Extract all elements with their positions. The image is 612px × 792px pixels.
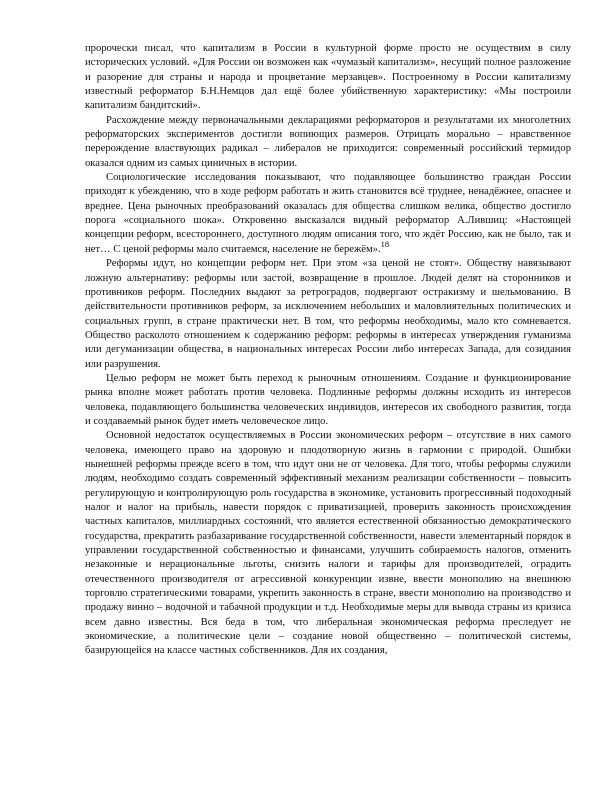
- paragraph-3-text: Социологические исследования показывают, что подавляющее большинство граждан России приходят к убеждению, что в ходе реформ работать и жить становится всё труднее, ненадёжнее, опаснее и вреднее. Цена рыночных преобразований оказалась для общества слишком велика, общество достигло порога «социального шока». Откровенно высказался видный реформатор А.Лившиц: «Настоящей концепции реформ, всестороннего, доступного людям описания того, что ждёт Россию, как не было, так и нет… С ценой реформы мало считаемся, население не бережём».: [85, 172, 571, 255]
- paragraph-6: Основной недостаток осуществляемых в России экономических реформ – отсутствие в них самого человека, имеющего право на здоровую и плодотворную жизнь в гармонии с природой. Ошибки нынешней реформы прежде всего в том, что идут они не от человека. Для того, чтобы реформы служили людям, необходимо создать современный эффективный механизм реализации собственности – повысить регулирующую и контролирующую роль государства в экономике, установить прогрессивный подоходный налог и налог на прибыль, навести порядок с приватизацией, проверить законность происхождения частных капиталов, миллиардных состояний, что является естественной обязанностью демократического государства, прекратить разбазаривание государственной собственности, навести элементарный порядок в управлении государственной собственностью и финансами, улучшить собираемость налогов, отменить незаконные и нерациональные льготы, снизить налоги и тарифы для производителей, оградить отечественного производителя от агрессивной конкуренции извне, ввести монополию на внешнюю торговлю стратегическими товарами, укрепить законность в стране, ввести монополию на производство и продажу винно – водочной и табачной продукции и т.д. Необходимые меры для вывода страны из кризиса всем давно известны. Вся беда в том, что либеральная экономическая реформа преследует не экономические, а политические цели – создание новой общественно – политической системы, базирующейся на классе частных собственников. Для их создания,: [85, 430, 571, 657]
- paragraph-1: пророчески писал, что капитализм в России в культурной форме просто не осуществим в силу исторических условий. «Для России он возможен как «чумазый капитализм», несущий полное разложение и разорение для страны и народа и процветание мерзавцев». Построенному в России капитализму известный реформатор Б.Н.Немцов дал ещё более убийственную характеристику: «Мы построили капитализм бандитский».: [85, 43, 571, 112]
- document-page: [85, 42, 571, 659]
- paragraph-2: Расхождение между первоначальными декларациями реформаторов и результатами их многолетних реформаторских экспериментов достигли вопиющих размеров. Отрицать морально – нравственное перерождение властвующих радикал – либералов не приходится: современный российский термидор оказался одним из самых циничных в истории.: [85, 114, 571, 169]
- paragraph-3: [85, 171, 571, 257]
- footnote-reference[interactable]: 18: [380, 238, 390, 249]
- paragraph-4: Реформы идут, но концепции реформ нет. При этом «за ценой не стоят». Обществу навязывают ложную альтернативу: реформы или застой, возвращение в прошлое. Людей делят на сторонников и противников реформ. Последних выдают за ретроградов, подвергают остракизму и шельмованию. В действительности противников реформ, за исключением небольших и маловлиятельных политических и социальных групп, в стране практически нет. В том, что реформы необходимы, мало кто сомневается. Общество расколото отношением к содержанию реформ: реформы в интересах утверждения гуманизма или дегуманизации общества, в национальных интересах России либо интересах Запада, для созидания или разрушения.: [85, 258, 571, 370]
- paragraph-5: Целью реформ не может быть переход к рыночным отношениям. Создание и функционирование рынка вполне может работать против человека. Подлинные реформы должны исходить из интересов человека, подавляющего большинства человеческих индивидов, интересов их свободного развития, тогда и создаваемый рынок будет иметь человеческое лицо.: [85, 372, 571, 427]
